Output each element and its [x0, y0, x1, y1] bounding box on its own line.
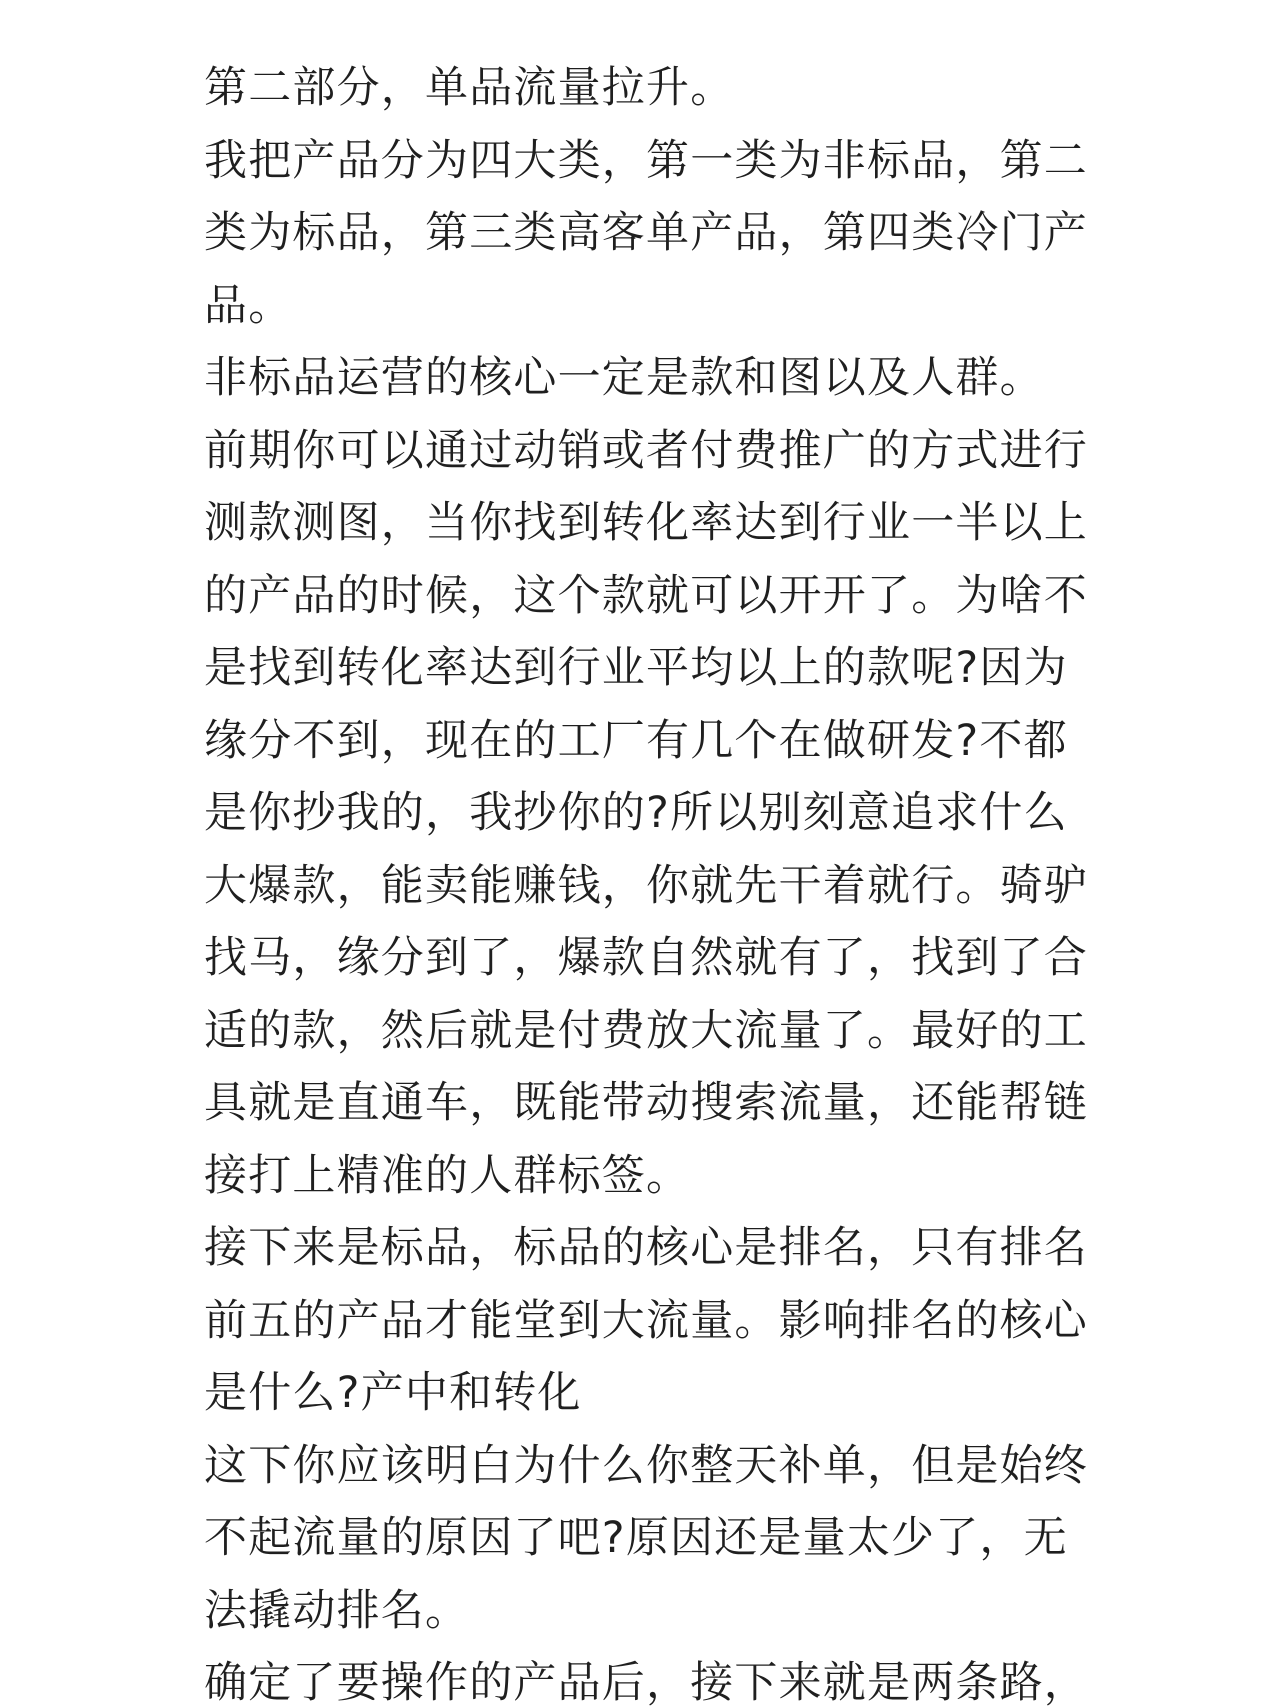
paragraph-testing-strategy: 前期你可以通过动销或者付费推广的方式进行测款测图，当你找到转化率达到行业一半以上的产品的时候，这个款就可以开开了。为啥不是找到转化率达到行业平均以上的款呢?因为缘分不到，现在的工厂有几个在做研发?不都是你抄我的，我抄你的?所以别刻意追求什么大爆款，能卖能赚钱，你就先干着就行。骑驴找马，缘分到了，爆款自然就有了，找到了合适的款，然后就是付费放大流量了。最好的工具就是直通车，既能带动搜索流量，还能帮链接打上精准的人群标签。: [204, 425, 1088, 1201]
paragraph-nonstandard-core: 非标品运营的核心一定是款和图以及人群。: [204, 353, 1044, 403]
paragraph-section-title: 第二部分，单品流量拉升。: [204, 63, 735, 113]
article-body: [204, 52, 1104, 1706]
paragraph-product-categories: 我把产品分为四大类，第一类为非标品，第二类为标品，第三类高客单产品，第四类冷门产品。: [204, 135, 1088, 331]
paragraph-standard-products: 接下来是标品，标品的核心是排名，只有排名前五的产品才能堂到大流量。影响排名的核心是什么?产中和转化: [204, 1223, 1088, 1418]
paragraph-next-steps: 确定了要操作的产品后，接下来就是两条路，: [204, 1658, 1088, 1706]
paragraph-ranking-reason: 这下你应该明白为什么你整天补单，但是始终不起流量的原因了吧?原因还是量太少了，无法撬动排名。: [204, 1440, 1088, 1636]
